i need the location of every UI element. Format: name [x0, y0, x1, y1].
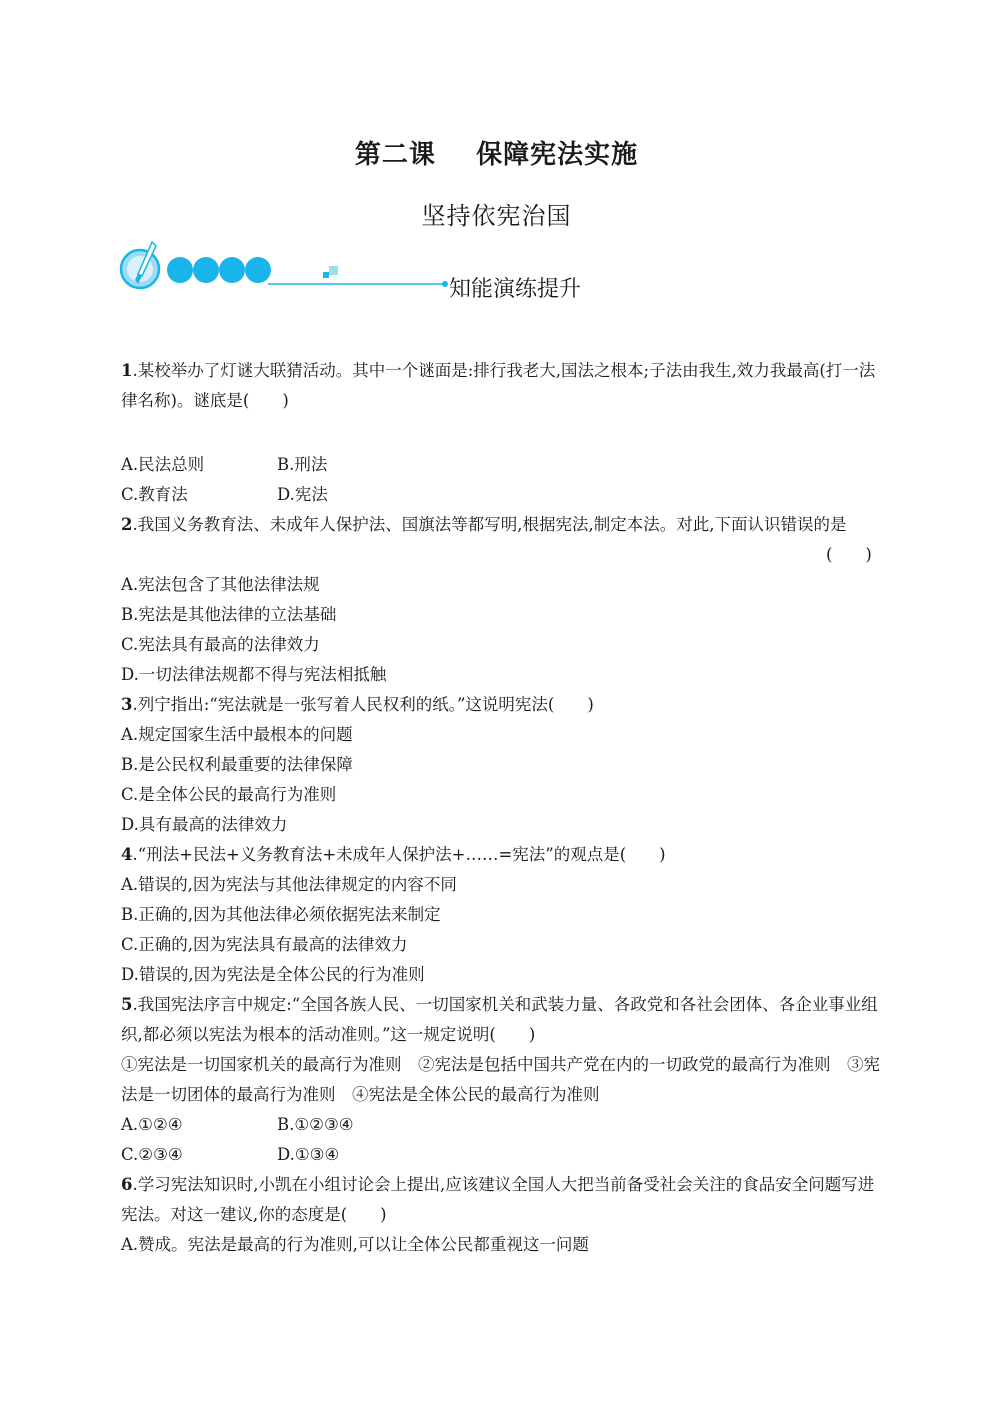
question-4-number: 4: [121, 845, 133, 864]
question-5-option-a: A.①②④: [121, 1115, 183, 1134]
question-6-stem: [121, 1170, 881, 1230]
banner-dot-4: [245, 257, 271, 283]
banner-dot-1: [167, 257, 193, 283]
question-6-option-a: A.赞成。宪法是最高的行为准则,可以让全体公民都重视这一问题: [121, 1235, 589, 1254]
question-1-option-c: C.教育法: [121, 485, 188, 504]
question-1-stem: [121, 356, 881, 416]
question-2-answer-blank: ( ): [826, 545, 872, 564]
question-3-number: 3: [121, 695, 133, 714]
question-6-text: .学习宪法知识时,小凯在小组讨论会上提出,应该建议全国人大把当前备受社会关注的食品安全问题写进宪法。对这一建议,你的态度是( ): [121, 1175, 875, 1224]
banner-square-small: [323, 272, 329, 278]
banner-line-end: [442, 281, 448, 287]
question-4-option-b: B.正确的,因为其他法律必须依据宪法来制定: [121, 905, 441, 924]
question-1-text: .某校举办了灯谜大联猜活动。其中一个谜面是:排行我老大,国法之根本;子法由我生,效力我最高(打一法律名称)。谜底是( ): [121, 361, 876, 410]
question-4-option-c: C.正确的,因为宪法具有最高的法律效力: [121, 935, 408, 954]
question-5-statements: ①宪法是一切国家机关的最高行为准则 ②宪法是包括中国共产党在内的一切政党的最高行为准则 ③宪法是一切团体的最高行为准则 ④宪法是全体公民的最高行为准则: [121, 1055, 880, 1104]
question-2-option-a: A.宪法包含了其他法律法规: [121, 575, 320, 594]
question-5-number: 5: [121, 995, 133, 1014]
brush-icon: [121, 242, 159, 288]
question-2-stem: [121, 510, 881, 540]
question-5-text: .我国宪法序言中规定:“全国各族人民、一切国家机关和武装力量、各政党和各社会团体、各企业事业组织,都必须以宪法为根本的活动准则。”这一规定说明( ): [121, 995, 878, 1044]
question-5-option-d: D.①③④: [277, 1145, 340, 1164]
question-5-option-b: B.①②③④: [277, 1115, 354, 1134]
question-4-option-a: A.错误的,因为宪法与其他法律规定的内容不同: [121, 875, 457, 894]
question-2-option-c: C.宪法具有最高的法律效力: [121, 635, 320, 654]
page-subtitle: 坚持依宪治国: [421, 202, 572, 230]
question-2-option-b: B.宪法是其他法律的立法基础: [121, 605, 337, 624]
banner-dot-2: [193, 257, 219, 283]
question-3-text: .列宁指出:“宪法就是一张写着人民权利的纸。”这说明宪法( ): [132, 695, 594, 714]
question-5-option-c: C.②③④: [121, 1145, 183, 1164]
question-4-option-d: D.错误的,因为宪法是全体公民的行为准则: [121, 965, 425, 984]
question-5-stem: [121, 990, 881, 1050]
question-3-option-b: B.是公民权利最重要的法律保障: [121, 755, 353, 774]
question-1-option-a: A.民法总则: [121, 455, 205, 474]
question-3-option-c: C.是全体公民的最高行为准则: [121, 785, 337, 804]
question-4-text: .“刑法+民法+义务教育法+未成年人保护法+……=宪法”的观点是( ): [132, 845, 666, 864]
question-1-number: 1: [121, 361, 133, 380]
question-6-number: 6: [121, 1175, 133, 1194]
banner-dot-3: [219, 257, 245, 283]
question-1-option-d: D.宪法: [277, 485, 328, 504]
banner-square-large: [329, 266, 338, 275]
page-title: 第二课 保障宪法实施: [354, 140, 639, 170]
question-3-option-a: A.规定国家生活中最根本的问题: [121, 725, 353, 744]
question-3-option-d: D.具有最高的法律效力: [121, 815, 288, 834]
question-2-number: 2: [121, 515, 133, 534]
question-4-stem: [121, 840, 881, 870]
question-1-option-b: B.刑法: [277, 455, 328, 474]
banner-label: 知能演练提升: [449, 277, 582, 302]
question-2-text: .我国义务教育法、未成年人保护法、国旗法等都写明,根据宪法,制定本法。对此,下面认识错误的是: [132, 515, 847, 534]
question-3-stem: [121, 690, 881, 720]
question-2-option-d: D.一切法律法规都不得与宪法相抵触: [121, 665, 387, 684]
